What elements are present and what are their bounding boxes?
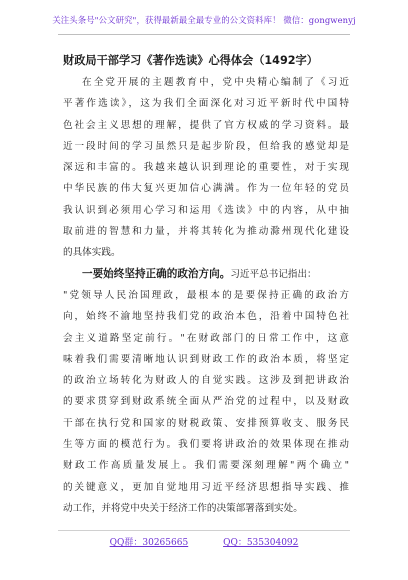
paragraph-line: 生等方面的模范行为。我们要将讲政治的效果体现在推动 (63, 439, 349, 451)
paragraph-line: 味着我们需要清晰地认识到财政工作的政治本质，将坚定 (63, 353, 349, 365)
footer-divider (58, 530, 350, 531)
paragraph-line: 我认识到必须用心学习和运用《选读》中的内容，从中抽 (63, 204, 349, 216)
section-one (63, 264, 349, 520)
paragraph-line: 的具体实践。 (63, 247, 121, 259)
paragraph-line: 深远和丰富的。我越来越认识到理论的重要性，对于实现 (63, 162, 349, 174)
paragraph-line: 在全党开展的主题教育中，党中央精心编制了《习近 (82, 77, 349, 88)
document-page (63, 51, 349, 519)
section-lead-line (63, 264, 349, 285)
footer-contact (0, 535, 408, 548)
paragraph-line: 干部在执行党和国家的财税政策、安排预算收支、服务民 (63, 417, 349, 429)
paragraph-line: 中华民族的伟大复兴更加信心满满。作为一位年轻的党员 (63, 183, 349, 195)
paragraph-line: 平著作选读》，这为我们全面深化对习近平新时代中国特 (63, 98, 349, 110)
paragraph-line: 向，始终不渝地坚持我们党的政治本色，沿着中国特色社 (63, 311, 349, 323)
qq-link[interactable]: QQ：535304092 (223, 538, 299, 548)
paragraph-line: "党领导人民治国理政，最根本的是要保持正确的政治方 (63, 289, 349, 301)
paragraph-line: 的关键意义，更加自觉地用习近平经济思想指导实践、推 (63, 481, 349, 493)
header-divider (58, 34, 350, 35)
paragraph-intro (63, 72, 349, 264)
paragraph-line: 的政治立场转化为财政人的自觉实践。这涉及到把讲政治 (63, 375, 349, 387)
paragraph-line: 财政工作高质量发展上。我们需要深刻理解"两个确立" (63, 460, 349, 472)
section-heading: 一要始终坚持正确的政治方向。 (82, 267, 231, 280)
paragraph-line: 色社会主义思想的理解，提供了官方权威的学习资料。最 (63, 119, 349, 131)
paragraph-line: 会主义道路坚定前行。"在财政部门的日常工作中，这意 (63, 332, 349, 344)
document-title: 财政局干部学习《著作选读》心得体会（1492字） (63, 54, 318, 67)
section-heading-rest: 习近平总书记指出： (230, 268, 317, 280)
paragraph-line: 近一段时间的学习虽然只是起步阶段，但给我的感觉却是 (63, 140, 349, 152)
top-banner: 关注头条号"公文研究"，获得最新最全最专业的公文资料库！ 微信：gongwenyj (52, 15, 356, 25)
paragraph-line: 动工作，并将党中央关于经济工作的决策部署落到实处。 (63, 502, 303, 514)
paragraph-line: 取前进的智慧和力量，并将其转化为推动滁州现代化建设 (63, 226, 349, 238)
paragraph-line: 的要求贯穿到财政系统全面从严治党的过程中，以及财政 (63, 396, 349, 408)
qq-group-link[interactable]: QQ群：30265665 (109, 538, 189, 548)
